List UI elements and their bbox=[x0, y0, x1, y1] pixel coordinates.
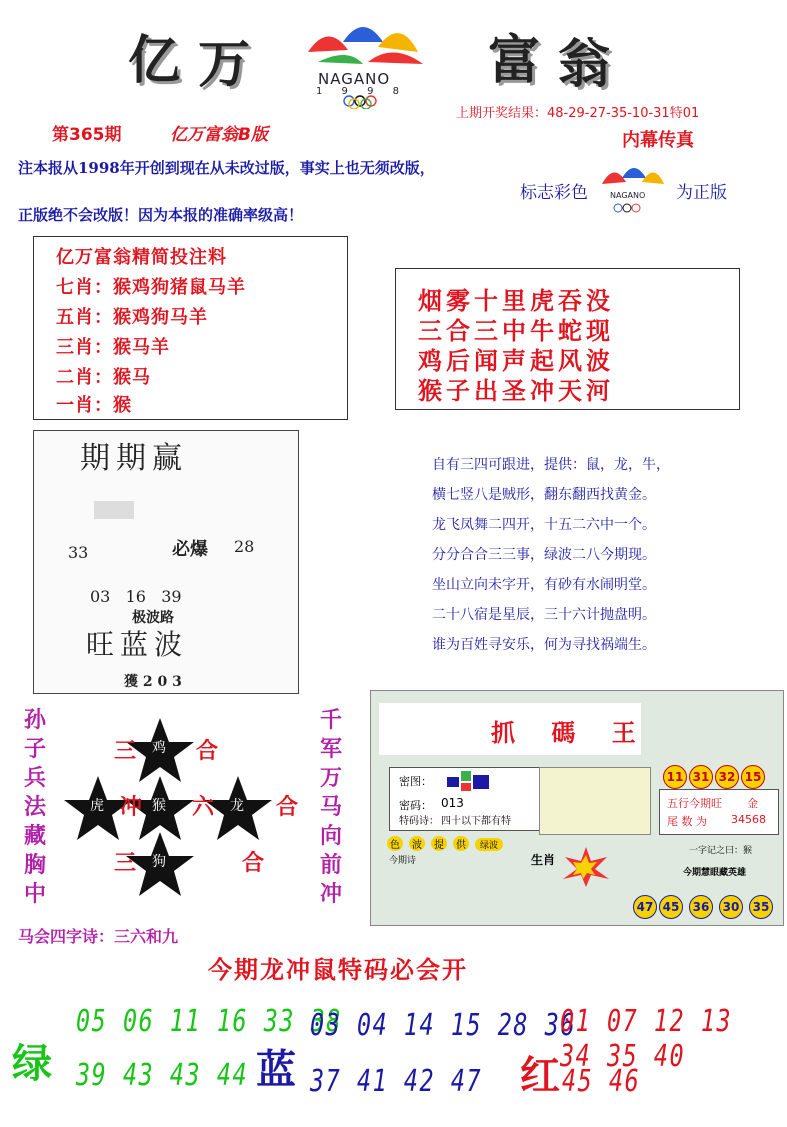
star-name: 龙 bbox=[230, 798, 244, 814]
zodiac-label: 生肖 bbox=[531, 853, 556, 867]
picks-line: 七肖：猴鸡狗猪鼠马羊 bbox=[56, 277, 246, 298]
tag-row bbox=[387, 833, 503, 852]
picks-line: 一肖：猴 bbox=[56, 395, 132, 416]
secret-image bbox=[447, 771, 491, 793]
star-label: 三 bbox=[114, 739, 137, 764]
tail-value: 34568 bbox=[731, 813, 766, 826]
last-result: 上期开奖结果：48-29-27-35-10-31特01 bbox=[456, 106, 700, 121]
picks-line: 三肖：猴马羊 bbox=[56, 337, 170, 358]
picks-line: 二肖：猴马 bbox=[56, 367, 151, 388]
scan-foot: 獲 2 0 3 bbox=[124, 674, 182, 690]
star-label: 六 bbox=[192, 795, 215, 820]
blue-label: 蓝 bbox=[256, 1047, 296, 1093]
small-logo bbox=[596, 156, 668, 218]
picks-box bbox=[33, 236, 348, 420]
scan-title: 期期赢 bbox=[80, 441, 188, 476]
code-label: 密码： bbox=[399, 799, 432, 812]
title-char-4: 翁 bbox=[558, 34, 611, 95]
code-value: 013 bbox=[441, 796, 464, 810]
ball: 30 bbox=[719, 895, 743, 919]
ball: 31 bbox=[689, 765, 713, 789]
issue-number: 第365期 bbox=[52, 125, 122, 145]
green-label: 绿 bbox=[12, 1041, 52, 1087]
red-row-1: 01 07 12 13 34 35 40 bbox=[560, 1004, 733, 1074]
scan-must: 必爆 bbox=[172, 539, 208, 560]
star-label: 合 bbox=[276, 795, 299, 820]
riddle-line: 烟雾十里虎吞没 bbox=[418, 287, 614, 315]
riddle-line: 猴子出圣冲天河 bbox=[418, 377, 614, 405]
logo-note-left: 标志彩色 bbox=[520, 183, 588, 203]
secret-label: 密图： bbox=[399, 775, 432, 788]
picks-line: 五肖：猴鸡狗马羊 bbox=[56, 307, 208, 328]
scan-noise bbox=[94, 501, 134, 519]
scan-n2: 28 bbox=[234, 537, 255, 556]
left-vertical-text: 孙子兵法藏胸中 bbox=[23, 708, 46, 907]
riddle-line: 鸡后闻声起风波 bbox=[418, 347, 614, 375]
inside-fax: 内幕传真 bbox=[622, 130, 694, 151]
ad-note: 一字记之曰：猴 bbox=[689, 846, 753, 856]
poem-line: 横七竖八是贼形，翻东翻西找黄金。 bbox=[432, 487, 656, 503]
star-label: 合 bbox=[242, 851, 265, 876]
green-row-1: 05 06 11 16 33 38 bbox=[76, 1004, 343, 1039]
poem-line: 谁为百姓寻安乐，何为寻找祸端生。 bbox=[432, 637, 656, 653]
special-text: 四十以下都有特 bbox=[441, 816, 511, 827]
poem-line: 自有三四可跟进，提供：鼠，龙，牛， bbox=[432, 457, 670, 473]
issue-edition: 亿万富翁B版 bbox=[170, 125, 268, 145]
ad-tag-item: 提 bbox=[431, 836, 447, 851]
wuxing-label: 五行今期旺 bbox=[667, 797, 722, 810]
logo-text: NAGANO bbox=[318, 70, 391, 88]
tail-label: 尾 数 为 bbox=[667, 815, 707, 828]
green-row-2: 39 43 43 44 bbox=[76, 1058, 249, 1093]
ad-tag-item: 波 bbox=[409, 836, 425, 851]
scan-name: 旺蓝波 bbox=[86, 628, 189, 661]
poem-label: 今期诗 bbox=[389, 856, 417, 866]
title-char-1: 亿 bbox=[128, 30, 181, 91]
ball: 35 bbox=[749, 895, 773, 919]
star-name: 狗 bbox=[152, 854, 166, 870]
svg-text:NAGANO: NAGANO bbox=[610, 191, 646, 200]
title-char-2: 万 bbox=[198, 34, 251, 95]
poem-line: 坐山立向未字开，有砂有水闹明堂。 bbox=[432, 577, 656, 593]
ball: 11 bbox=[663, 765, 687, 789]
nagano-logo bbox=[288, 12, 446, 110]
ad-title: 抓 碼 王 bbox=[491, 719, 650, 747]
cartoon-scene bbox=[539, 767, 651, 835]
logo-year: 1 9 9 8 bbox=[316, 86, 407, 97]
ball: 47 bbox=[633, 895, 657, 919]
scanned-card bbox=[33, 430, 299, 694]
notice-line-2: 正版绝不会改版！因为本报的准确率级高！ bbox=[18, 206, 304, 224]
olympic-rings bbox=[342, 94, 396, 113]
ball: 32 bbox=[715, 765, 739, 789]
red-row-2: 45 46 bbox=[562, 1064, 641, 1099]
star-name: 鸡 bbox=[152, 740, 166, 756]
banner: 今期龙冲鼠特码必会开 bbox=[208, 956, 468, 984]
star-name: 猴 bbox=[152, 798, 166, 814]
horse-poem: 马会四字诗：三六和九 bbox=[18, 927, 179, 946]
ad-panel bbox=[370, 690, 784, 926]
poem-line: 二十八宿是星辰，三十六计抛盘明。 bbox=[432, 607, 656, 623]
scan-nums: 03 16 39 bbox=[90, 587, 182, 606]
wuxing-value: 金 bbox=[747, 797, 758, 810]
blue-row-1: 03 04 14 15 28 36 bbox=[310, 1008, 577, 1043]
riddle-box bbox=[395, 268, 740, 410]
scan-sub: 极波路 bbox=[132, 610, 174, 626]
special-label: 特码诗： bbox=[399, 816, 439, 827]
scan-n1: 33 bbox=[68, 543, 89, 562]
logo-note-right: 为正版 bbox=[676, 183, 727, 203]
ball: 15 bbox=[741, 765, 765, 789]
star-label: 冲 bbox=[120, 795, 143, 820]
red-label: 红 bbox=[520, 1053, 560, 1099]
ball: 36 bbox=[689, 895, 713, 919]
ad-footer-text: 今期慧眼藏英雄 bbox=[683, 868, 747, 878]
notice-line-1: 注本报从1998年开创到现在从未改过版，事实上也无须改版， bbox=[18, 159, 435, 177]
ad-tag-item: 供 bbox=[453, 836, 469, 851]
ball: 45 bbox=[659, 895, 683, 919]
star-label: 三 bbox=[114, 851, 137, 876]
poem-line: 龙飞凤舞二四开，十五二六中一个。 bbox=[432, 517, 656, 533]
picks-title: 亿万富翁精简投注料 bbox=[56, 247, 227, 268]
blue-row-2: 37 41 42 47 bbox=[310, 1064, 483, 1099]
riddle-line: 三合三中牛蛇现 bbox=[418, 317, 614, 345]
star-name: 虎 bbox=[90, 798, 104, 814]
ad-tag-item: 绿波 bbox=[475, 838, 503, 851]
right-vertical-text: 千军万马向前冲 bbox=[319, 708, 342, 907]
ad-burst bbox=[561, 847, 611, 891]
ad-tag-item: 色 bbox=[387, 836, 403, 851]
title-char-3: 富 bbox=[488, 30, 541, 91]
star-label: 合 bbox=[196, 739, 219, 764]
poem-line: 分分合合三三事，绿波二八今期现。 bbox=[432, 547, 656, 563]
